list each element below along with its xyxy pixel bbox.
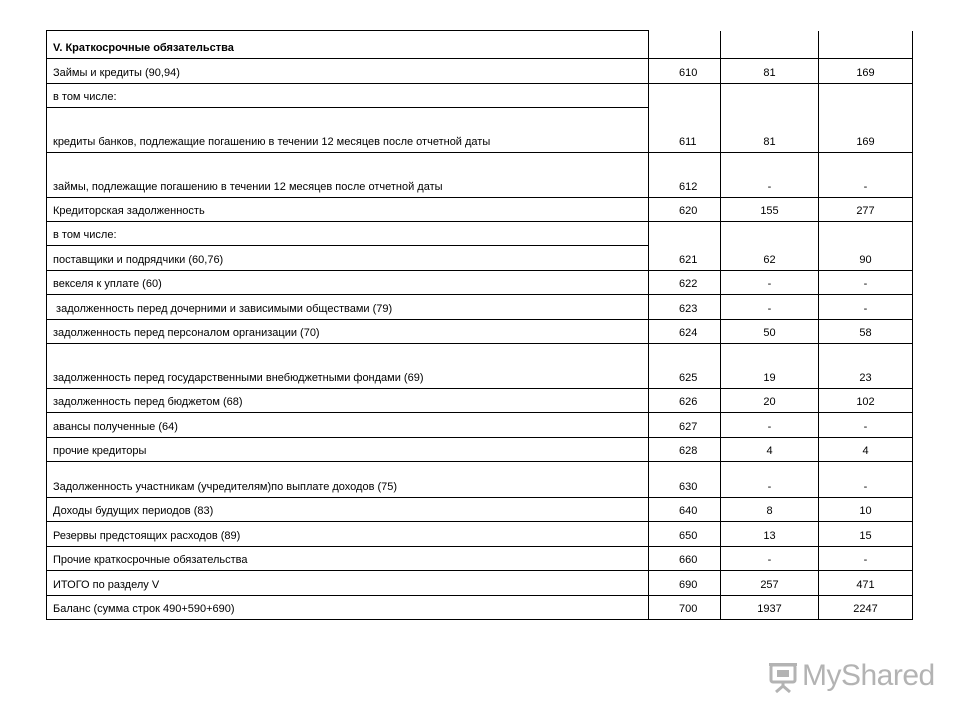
row-end-value: 23 bbox=[819, 344, 913, 389]
table-row bbox=[47, 547, 913, 571]
row-code: 623 bbox=[649, 295, 721, 320]
row-end-value: - bbox=[819, 295, 913, 320]
row-start-value bbox=[721, 222, 819, 246]
row-label: задолженность перед бюджетом (68) bbox=[47, 389, 649, 413]
row-start-value: 257 bbox=[721, 571, 819, 596]
row-end-value: 15 bbox=[819, 522, 913, 547]
table-row bbox=[47, 320, 913, 344]
row-code: 627 bbox=[649, 413, 721, 438]
table-row bbox=[47, 222, 913, 246]
row-code: 628 bbox=[649, 438, 721, 462]
table-row bbox=[47, 271, 913, 295]
table-row bbox=[47, 462, 913, 498]
row-code: 626 bbox=[649, 389, 721, 413]
row-start-value: - bbox=[721, 271, 819, 295]
row-label: Баланс (сумма строк 490+590+690) bbox=[47, 596, 649, 620]
row-label: векселя к уплате (60) bbox=[47, 271, 649, 295]
row-end-value: - bbox=[819, 271, 913, 295]
row-code: 625 bbox=[649, 344, 721, 389]
row-label: задолженность перед персоналом организации (70) bbox=[47, 320, 649, 344]
row-label: Доходы будущих периодов (83) bbox=[47, 498, 649, 522]
row-label: Задолженность участникам (учредителям)по выплате доходов (75) bbox=[47, 462, 649, 498]
row-start-value: 62 bbox=[721, 246, 819, 271]
row-end-value: - bbox=[819, 153, 913, 198]
table-row bbox=[47, 246, 913, 271]
table-row bbox=[47, 84, 913, 108]
row-end-value: - bbox=[819, 462, 913, 498]
liabilities-table bbox=[46, 30, 913, 620]
row-label: задолженность перед дочерними и зависимыми обществами (79) bbox=[47, 295, 649, 320]
row-start-value: - bbox=[721, 413, 819, 438]
table-row bbox=[47, 59, 913, 84]
row-code: 640 bbox=[649, 498, 721, 522]
row-start-value: 4 bbox=[721, 438, 819, 462]
table-row bbox=[47, 571, 913, 596]
row-code: 624 bbox=[649, 320, 721, 344]
table-row bbox=[47, 153, 913, 198]
row-label: займы, подлежащие погашению в течении 12 месяцев после отчетной даты bbox=[47, 153, 649, 198]
row-code bbox=[649, 222, 721, 246]
table-row bbox=[47, 413, 913, 438]
row-label: поставщики и подрядчики (60,76) bbox=[47, 246, 649, 271]
row-code: 621 bbox=[649, 246, 721, 271]
row-start-value: - bbox=[721, 295, 819, 320]
header-blank-cell bbox=[649, 31, 721, 59]
row-label: авансы полученные (64) bbox=[47, 413, 649, 438]
table-row bbox=[47, 438, 913, 462]
row-code: 611 bbox=[649, 108, 721, 153]
myshared-logo-text: MyShared bbox=[802, 659, 935, 692]
row-label: задолженность перед государственными внебюджетными фондами (69) bbox=[47, 344, 649, 389]
row-start-value: 81 bbox=[721, 108, 819, 153]
row-start-value: 155 bbox=[721, 198, 819, 222]
row-label: в том числе: bbox=[47, 222, 649, 246]
row-start-value: 19 bbox=[721, 344, 819, 389]
table-row bbox=[47, 522, 913, 547]
myshared-logo bbox=[768, 656, 935, 696]
row-end-value: 4 bbox=[819, 438, 913, 462]
row-end-value: - bbox=[819, 413, 913, 438]
table-row bbox=[47, 596, 913, 620]
row-end-value: 169 bbox=[819, 108, 913, 153]
row-start-value: 1937 bbox=[721, 596, 819, 620]
row-end-value: 102 bbox=[819, 389, 913, 413]
row-label: Резервы предстоящих расходов (89) bbox=[47, 522, 649, 547]
row-end-value: 90 bbox=[819, 246, 913, 271]
table-row bbox=[47, 295, 913, 320]
row-start-value: 50 bbox=[721, 320, 819, 344]
row-label: Кредиторская задолженность bbox=[47, 198, 649, 222]
row-start-value: 81 bbox=[721, 59, 819, 84]
row-code: 622 bbox=[649, 271, 721, 295]
row-code: 630 bbox=[649, 462, 721, 498]
row-code: 610 bbox=[649, 59, 721, 84]
row-code: 690 bbox=[649, 571, 721, 596]
row-end-value: - bbox=[819, 547, 913, 571]
row-end-value: 10 bbox=[819, 498, 913, 522]
row-label: Прочие краткосрочные обязательства bbox=[47, 547, 649, 571]
row-start-value: - bbox=[721, 153, 819, 198]
row-code: 700 bbox=[649, 596, 721, 620]
row-end-value: 58 bbox=[819, 320, 913, 344]
row-start-value: - bbox=[721, 462, 819, 498]
row-label: ИТОГО по разделу V bbox=[47, 571, 649, 596]
row-label: Займы и кредиты (90,94) bbox=[47, 59, 649, 84]
header-blank-cell bbox=[721, 31, 819, 59]
row-end-value bbox=[819, 222, 913, 246]
row-end-value: 471 bbox=[819, 571, 913, 596]
row-label: в том числе: bbox=[47, 84, 649, 108]
table-header-row bbox=[47, 31, 913, 59]
table-row bbox=[47, 344, 913, 389]
row-code: 620 bbox=[649, 198, 721, 222]
row-start-value: 20 bbox=[721, 389, 819, 413]
section-title: V. Краткосрочные обязательства bbox=[47, 31, 649, 59]
row-code: 650 bbox=[649, 522, 721, 547]
row-code bbox=[649, 84, 721, 108]
table-row bbox=[47, 498, 913, 522]
row-code: 660 bbox=[649, 547, 721, 571]
table-row bbox=[47, 108, 913, 153]
row-start-value bbox=[721, 84, 819, 108]
row-end-value: 277 bbox=[819, 198, 913, 222]
row-start-value: - bbox=[721, 547, 819, 571]
table-row bbox=[47, 389, 913, 413]
row-end-value: 169 bbox=[819, 59, 913, 84]
row-code: 612 bbox=[649, 153, 721, 198]
row-end-value bbox=[819, 84, 913, 108]
row-label: кредиты банков, подлежащие погашению в течении 12 месяцев после отчетной даты bbox=[47, 108, 649, 153]
header-blank-cell bbox=[819, 31, 913, 59]
presentation-board-icon bbox=[768, 661, 798, 691]
row-label: прочие кредиторы bbox=[47, 438, 649, 462]
row-start-value: 8 bbox=[721, 498, 819, 522]
row-start-value: 13 bbox=[721, 522, 819, 547]
table-row bbox=[47, 198, 913, 222]
row-end-value: 2247 bbox=[819, 596, 913, 620]
